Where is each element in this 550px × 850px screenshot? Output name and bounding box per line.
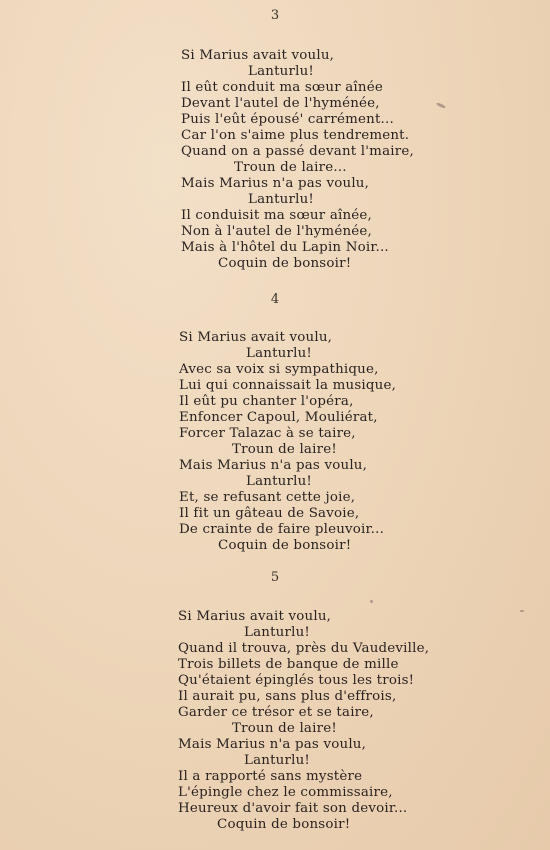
verse-line: Devant l'autel de l'hyménée, <box>181 96 380 111</box>
verse-line: Il eût conduit ma sœur aînée <box>181 80 383 95</box>
verse-line: Troun de laire... <box>234 160 347 175</box>
verse-line: Forcer Talazac à se taire, <box>179 426 356 441</box>
verse-line: Troun de laire! <box>232 442 337 457</box>
verse-line: Quand il trouva, près du Vaudeville, <box>178 641 430 656</box>
ink-speck <box>436 102 446 109</box>
verse-line: Car l'on s'aime plus tendrement. <box>181 128 410 143</box>
verse-line: Il a rapporté sans mystère <box>178 769 363 784</box>
verse-line: Coquin de bonsoir! <box>218 538 352 553</box>
verse-line: Lui qui connaissait la musique, <box>179 378 397 393</box>
verse-line: Garder ce trésor et se taire, <box>178 705 374 720</box>
verse-line: Trois billets de banque de mille <box>178 657 399 672</box>
verse-line: Puis l'eût épousé' carrément... <box>181 112 394 127</box>
stanza-number: 5 <box>270 570 280 585</box>
verse-line: Coquin de bonsoir! <box>218 256 352 271</box>
verse-line: Mais Marius n'a pas voulu, <box>181 176 370 191</box>
verse-line: Et, se refusant cette joie, <box>179 490 356 505</box>
verse-line: Non à l'autel de l'hyménée, <box>181 224 372 239</box>
verse-line: Coquin de bonsoir! <box>217 817 351 832</box>
verse-line: Si Marius avait voulu, <box>181 48 335 63</box>
verse-line: Lanturlu! <box>248 192 314 207</box>
verse-line: Qu'étaient épinglés tous les trois! <box>178 673 415 688</box>
stanza-number: 3 <box>270 8 280 23</box>
verse-line: Avec sa voix si sympathique, <box>179 362 379 377</box>
stanza-number: 4 <box>270 292 280 307</box>
verse-line: Il aurait pu, sans plus d'effrois, <box>178 689 397 704</box>
verse-line: Mais Marius n'a pas voulu, <box>179 458 368 473</box>
verse-line: Heureux d'avoir fait son devoir... <box>178 801 408 816</box>
verse-line: Il fit un gâteau de Savoie, <box>179 506 360 521</box>
verse-line: Quand on a passé devant l'maire, <box>181 144 414 159</box>
verse-line: Si Marius avait voulu, <box>178 609 332 624</box>
verse-line: Il eût pu chanter l'opéra, <box>179 394 354 409</box>
ink-speck <box>520 610 524 612</box>
verse-line: Lanturlu! <box>248 64 314 79</box>
verse-line: Troun de laire! <box>232 721 337 736</box>
verse-line: Si Marius avait voulu, <box>179 330 333 345</box>
verse-line: Enfoncer Capoul, Mouliérat, <box>179 410 378 425</box>
verse-line: Il conduisit ma sœur aînée, <box>181 208 373 223</box>
verse-line: De crainte de faire pleuvoir... <box>179 522 385 537</box>
verse-line: Lanturlu! <box>246 474 312 489</box>
verse-line: Lanturlu! <box>244 625 310 640</box>
verse-line: Lanturlu! <box>244 753 310 768</box>
verse-line: Mais Marius n'a pas voulu, <box>178 737 367 752</box>
verse-line: Mais à l'hôtel du Lapin Noir... <box>181 240 389 255</box>
ink-speck <box>370 600 373 603</box>
verse-line: Lanturlu! <box>246 346 312 361</box>
verse-line: L'épingle chez le commissaire, <box>178 785 393 800</box>
